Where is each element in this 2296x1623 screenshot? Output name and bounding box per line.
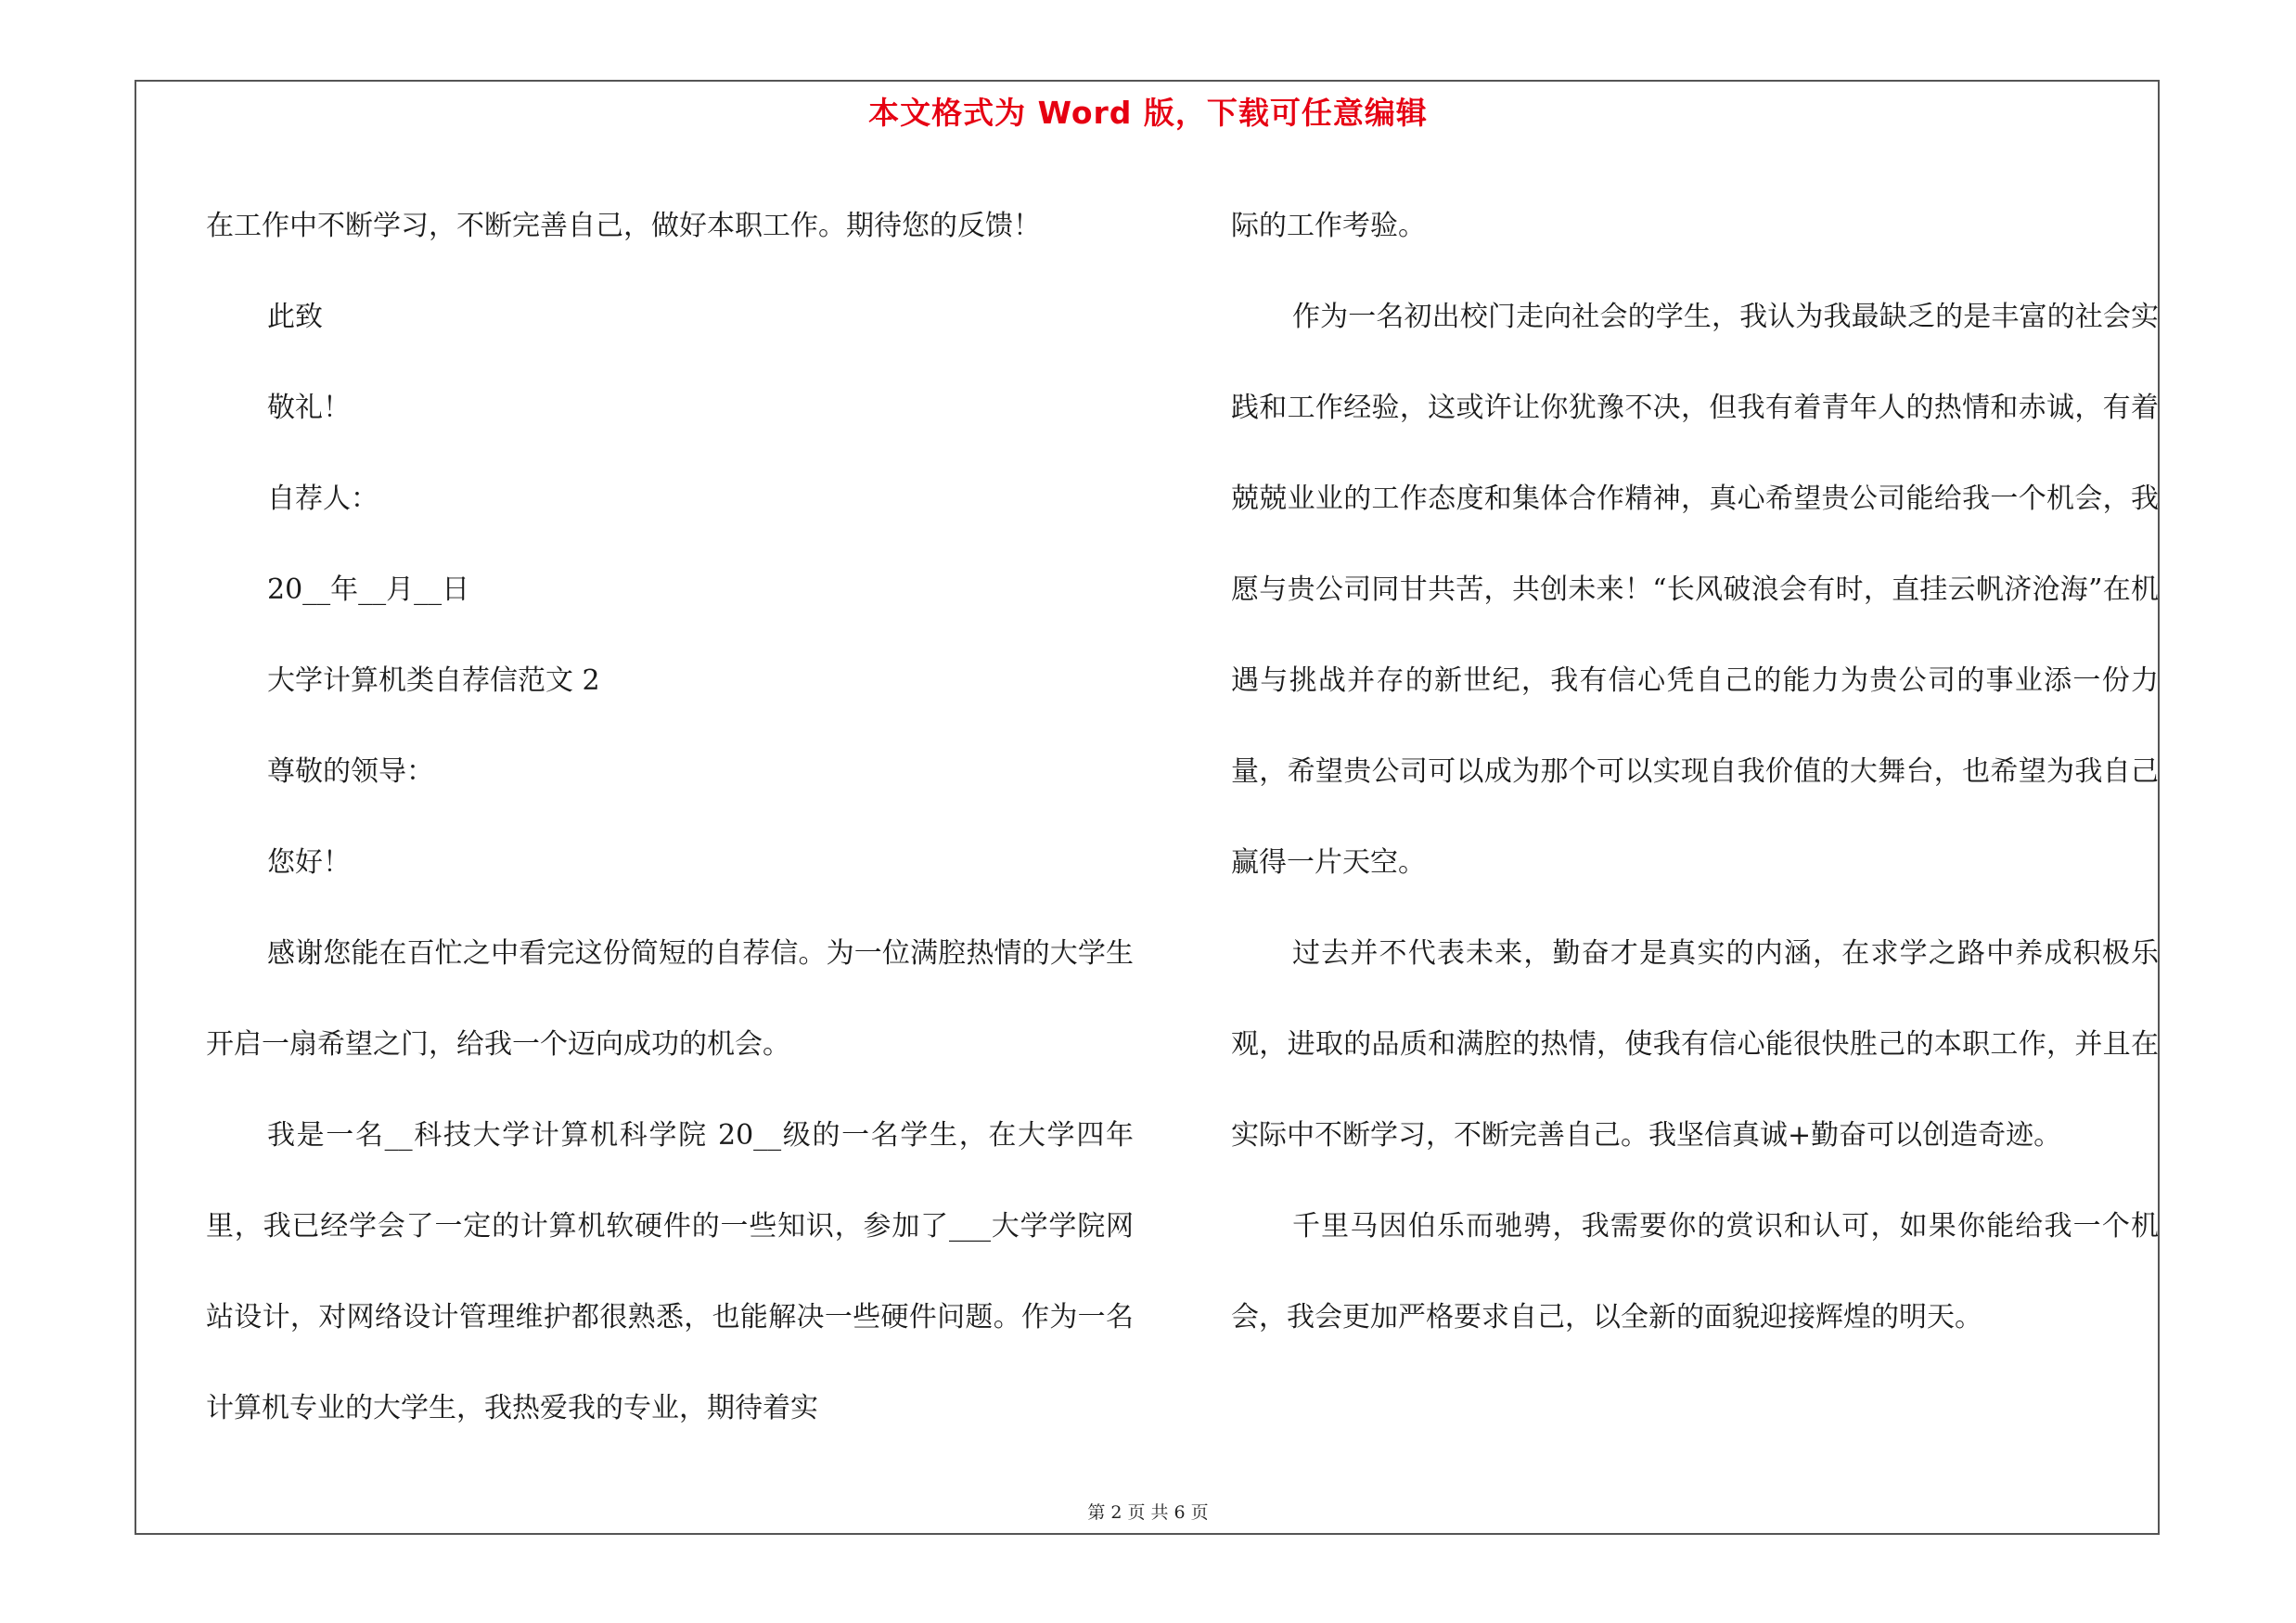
- format-banner: 本文格式为 Word 版，下载可任意编辑: [868, 95, 1428, 131]
- left-column: [206, 181, 1134, 1454]
- paragraph: 此致: [267, 301, 323, 333]
- paragraph: 在工作中不断学习，不断完善自己，做好本职工作。期待您的反馈！: [206, 210, 1041, 242]
- paragraph: 敬礼！: [267, 392, 351, 424]
- salutation: 尊敬的领导：: [267, 755, 434, 788]
- paragraph: 作为一名初出校门走向社会的学生，我认为我最缺乏的是丰富的社会实践和工作经验，这或许让你犹豫不决，但我有着青年人的热情和赤诚，有着兢兢业业的工作态度和集体合作精神，真心希望贵公司能给我一个机会，我愿与贵公司同甘共苦，共创未来！“长风破浪会有时，直挂云帆济沧海”在机遇与挑战并存的新世纪，我有信心凭自己的能力为贵公司的事业添一份力量，希望贵公司可以成为那个可以实现自我价值的大舞台，也希望为我自己赢得一片天空。: [1231, 301, 2159, 879]
- paragraph: 千里马因伯乐而驰骋，我需要你的赏识和认可，如果你能给我一个机会，我会更加严格要求自己，以全新的面貌迎接辉煌的明天。: [1231, 1210, 2159, 1333]
- paragraph: 我是一名__科技大学计算机科学院 20__级的一名学生，在大学四年里，我已经学会了一定的计算机软硬件的一些知识，参加了___大学学院网站设计，对网络设计管理维护都很熟悉，也能解决一些硬件问题。作为一名计算机专业的大学生，我热爱我的专业，期待着实: [206, 1119, 1134, 1424]
- page-number-footer: 第 2 页 共 6 页: [1087, 1502, 1209, 1523]
- right-column: [1231, 181, 2159, 1363]
- paragraph: 20__年__月__日: [267, 573, 470, 606]
- paragraph: 际的工作考验。: [1231, 210, 1426, 242]
- paragraph: 过去并不代表未来，勤奋才是真实的内涵，在求学之路中养成积极乐观，进取的品质和满腔的热情，使我有信心能很快胜己的本职工作，并且在实际中不断学习，不断完善自己。我坚信真诚+勤奋可以创造奇迹。: [1231, 937, 2159, 1152]
- section-heading: 大学计算机类自荐信范文 2: [267, 664, 600, 697]
- greeting: 您好！: [267, 846, 351, 879]
- paragraph: 感谢您能在百忙之中看完这份简短的自荐信。为一位满腔热情的大学生开启一扇希望之门，给我一个迈向成功的机会。: [206, 937, 1134, 1061]
- paragraph: 自荐人：: [267, 483, 378, 515]
